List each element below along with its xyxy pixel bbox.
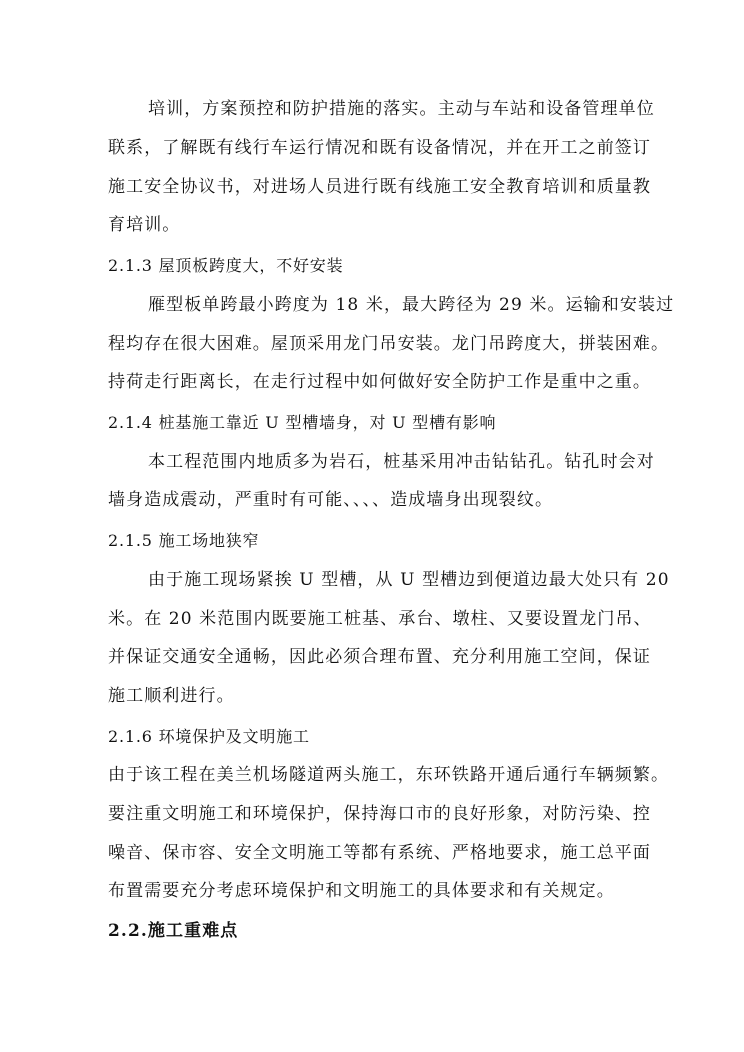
paragraph-3-line-1: 本工程范围内地质多为岩石，桩基采用冲击钻钻孔。钻孔时会对	[148, 452, 655, 472]
section-heading-2-1-3: 2.1.3 屋顶板跨度大，不好安装	[108, 256, 344, 275]
section-heading-2-1-4: 2.1.4 桩基施工靠近 U 型槽墙身，对 U 型槽有影响	[108, 413, 497, 432]
paragraph-3-line-2: 墙身造成震动，严重时有可能、、、、造成墙身出现裂纹。	[108, 490, 554, 510]
paragraph-4-line-2: 米。在 20 米范围内既要施工桩基、承台、墩柱、又要设置龙门吊、	[108, 609, 652, 629]
paragraph-5-line-2: 要注重文明施工和环境保护，保持海口市的良好形象，对防污染、控	[108, 804, 651, 824]
section-heading-2-1-6: 2.1.6 环境保护及文明施工	[108, 727, 310, 746]
paragraph-1-line-4: 育培训。	[108, 215, 181, 235]
paragraph-1-line-1: 培训，方案预控和防护措施的落实。主动与车站和设备管理单位	[148, 99, 655, 119]
paragraph-2-line-1: 雁型板单跨最小跨度为 18 米，最大跨径为 29 米。运输和安装过	[148, 295, 675, 315]
paragraph-4-line-3: 并保证交通安全通畅，因此必须合理布置、充分利用施工空间，保证	[108, 647, 651, 667]
paragraph-2-line-2: 程均存在很大困难。屋顶采用龙门吊安装。龙门吊跨度大，拼装困难。	[108, 334, 670, 354]
paragraph-1-line-2: 联系，了解既有线行车运行情况和既有设备情况，并在开工之前签订	[108, 138, 651, 158]
section-heading-2-2: 2.2.施工重难点	[108, 921, 239, 941]
paragraph-5-line-3: 噪音、保市容、安全文明施工等都有系统、严格地要求，施工总平面	[108, 843, 651, 863]
paragraph-4-line-4: 施工顺利进行。	[108, 686, 235, 706]
section-heading-2-1-5: 2.1.5 施工场地狭窄	[108, 531, 260, 550]
paragraph-5-line-1: 由于该工程在美兰机场隧道两头施工，东环铁路开通后通行车辆频繁。	[108, 765, 670, 785]
paragraph-4-line-1: 由于施工现场紧挨 U 型槽，从 U 型槽边到便道边最大处只有 20	[148, 570, 670, 590]
paragraph-2-line-3: 持荷走行距离长，在走行过程中如何做好安全防护工作是重中之重。	[108, 372, 651, 392]
paragraph-5-line-4: 布置需要充分考虑环境保护和文明施工的具体要求和有关规定。	[108, 881, 615, 901]
paragraph-1-line-3: 施工安全协议书，对进场人员进行既有线施工安全教育培训和质量教	[108, 177, 651, 197]
